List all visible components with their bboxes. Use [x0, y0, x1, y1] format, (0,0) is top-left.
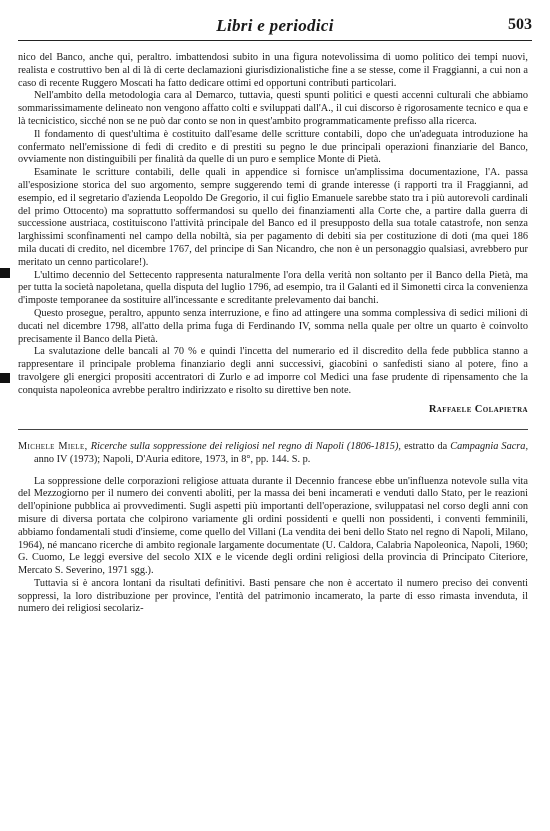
running-title: Libri e periodici [216, 16, 334, 35]
margin-mark [0, 373, 10, 383]
paragraph: Nell'ambito della metodologia cara al Demarco, tuttavia, questi spunti politici e questi accenni culturali che abbiamo sommarissimamente delineato non vengono affatto colti e sviluppati dall'A., il cui discorso è rigorosamente tecnico e qua e là tecnicistico, sicché non se ne può dar conto se non in quest'ambito programmaticamente prefisso alla ricerca. [18, 90, 528, 127]
paragraph: La svalutazione delle bancali al 70 % e quindi l'incetta del numerario ed il discredito della fede pubblica stanno a rappresentare il principale problema finanziario degli anni successivi, giacobini o sanfedisti siano al potere, fino a travolgere gli energici propositi accentratori di Zurlo e ad imporre col Medici una fase prudente di ripensamento che la conquista napoleonica avrebbe peraltro indirizzato e risolto su direttive ben note. [18, 346, 528, 396]
page-number: 503 [508, 16, 532, 33]
page-body [18, 52, 528, 616]
review-heading [18, 440, 528, 466]
paragraph: Tuttavia si è ancora lontani da risultati definitivi. Basti pensare che non è accertato il numero preciso dei conventi soppressi, la loro distribuzione per province, l'entità del patrimonio incamerato, la parte di esso rimasta invenduta, il numero dei religiosi secolariz- [18, 577, 528, 615]
review-signature: Raffaele Colapietra [428, 403, 528, 415]
review-publication: anno IV (1973); Napoli, D'Auria editore, 1973, in 8°, pp. 144. S. p. [34, 453, 311, 465]
margin-mark [0, 268, 10, 278]
paragraph: Il fondamento di quest'ultima è costituito dall'esame delle scritture contabili, dopo che un'adeguata introduzione ha confermato nell'emissione di fedi di credito e di prestiti su pegno le due principali operazioni finanziarie del Banco, ovviamente non distinguibili per finalità da quelle di un puro e semplice Monte di Pietà. [18, 128, 528, 166]
section-divider [18, 429, 528, 430]
paragraph: La soppressione delle corporazioni religiose attuata durante il Decennio francese ebbe un'influenza notevole sulla vita del Mezzogiorno per il numero dei conventi aboliti, per la massa dei beni incamerati e venduti dallo Stato, per le reazioni dell'opinione pubblica ai provvedimenti. Sugli aspetti più importanti dell'operazione, sviluppatasi nel corso degli anni con misure di diversa portata che colpirono variamente gli ordini possidenti e quelli non possidenti, i conventi femminili, abbiamo fondamentali studi d'insieme, come quello del Villani (La vendita dei beni dello Stato nel regno di Napoli, Milano, 1964), né mancano ricerche di ambito regionale largamente documentate (U. Caldora, Calabria Napoleonica, Napoli, 1960; G. Cuomo, Le leggi eversive del secolo XIX e le vicende degli ordini religiosi della provincia di Principato Citeriore, Mercato S. Severino, 1971 sgg.). [18, 475, 528, 577]
page-header [18, 16, 532, 41]
review-mid: estratto da [404, 440, 448, 452]
paragraph: Esaminate le scritture contabili, delle quali in appendice si fornisce un'amplissima documentazione, l'A. passa all'esposizione storica del suo argomento, sempre suggerendo temi di grande interesse (i rapporti tra il Fraggianni, ad esempio, ed il segretario d'azienda Leopoldo De Gregorio, il cui figlio Emanuele sarebbe stato tra i più autorevoli cardinali del primo Ottocento) ma soprattutto soffermandosi su quello dei finanziamenti alla Corte che, a partire dalla guerra di successione austriaca, costituiscono l'attività principale del Banco ed il presupposto della sua totale catastrofe, non senza larghissimi sconfinamenti nel campo della nobiltà, sia per pagamento di debiti sia per costituzione di doti (ma quei 186 mila ducati di credito, nel dicembre 1767, del principe di San Nicandro, che non è un personaggio qualsiasi, avrebbero pur meritato un cenno particolare!). [18, 167, 528, 268]
paragraph: nico del Banco, anche qui, peraltro. imbattendosi subito in una figura notevolissima di uomo politico dei tempi nuovi, realista e costruttivo ben al di là di certe declamazioni giurisdizionalistiche fine a se stesse, come il Fraggianni, a cui non a caso di recente Ruggero Moscati ha fatto dedicare ottimi ed opportuni contributi particolari. [18, 52, 528, 89]
paragraph: L'ultimo decennio del Settecento rappresenta naturalmente l'ora della verità non soltanto per il Banco della Pietà, ma per tutta la società napoletana, quella disputa del luglio 1796, ad esempio, tra il Galanti ed il Simonetti circa la convenienza d'imposte temporanee da sostituire all'incessante e screditante prelevamento dai banchi. [18, 269, 528, 307]
review-author: Michele Miele, [18, 440, 88, 452]
review-journal: Campagnia Sacra, [450, 440, 529, 452]
paragraph: Questo prosegue, peraltro, appunto senza interruzione, e fino ad attingere una somma complessiva di sedici milioni di ducati nel dicembre 1798, all'atto della prima fuga di Ferdinando IV, somma nella quale per oltre un quarto è coinvolto precisamente il Banco della Pietà. [18, 307, 528, 345]
review-title: Ricerche sulla soppressione dei religiosi nel regno di Napoli (1806-1815), [90, 440, 401, 452]
